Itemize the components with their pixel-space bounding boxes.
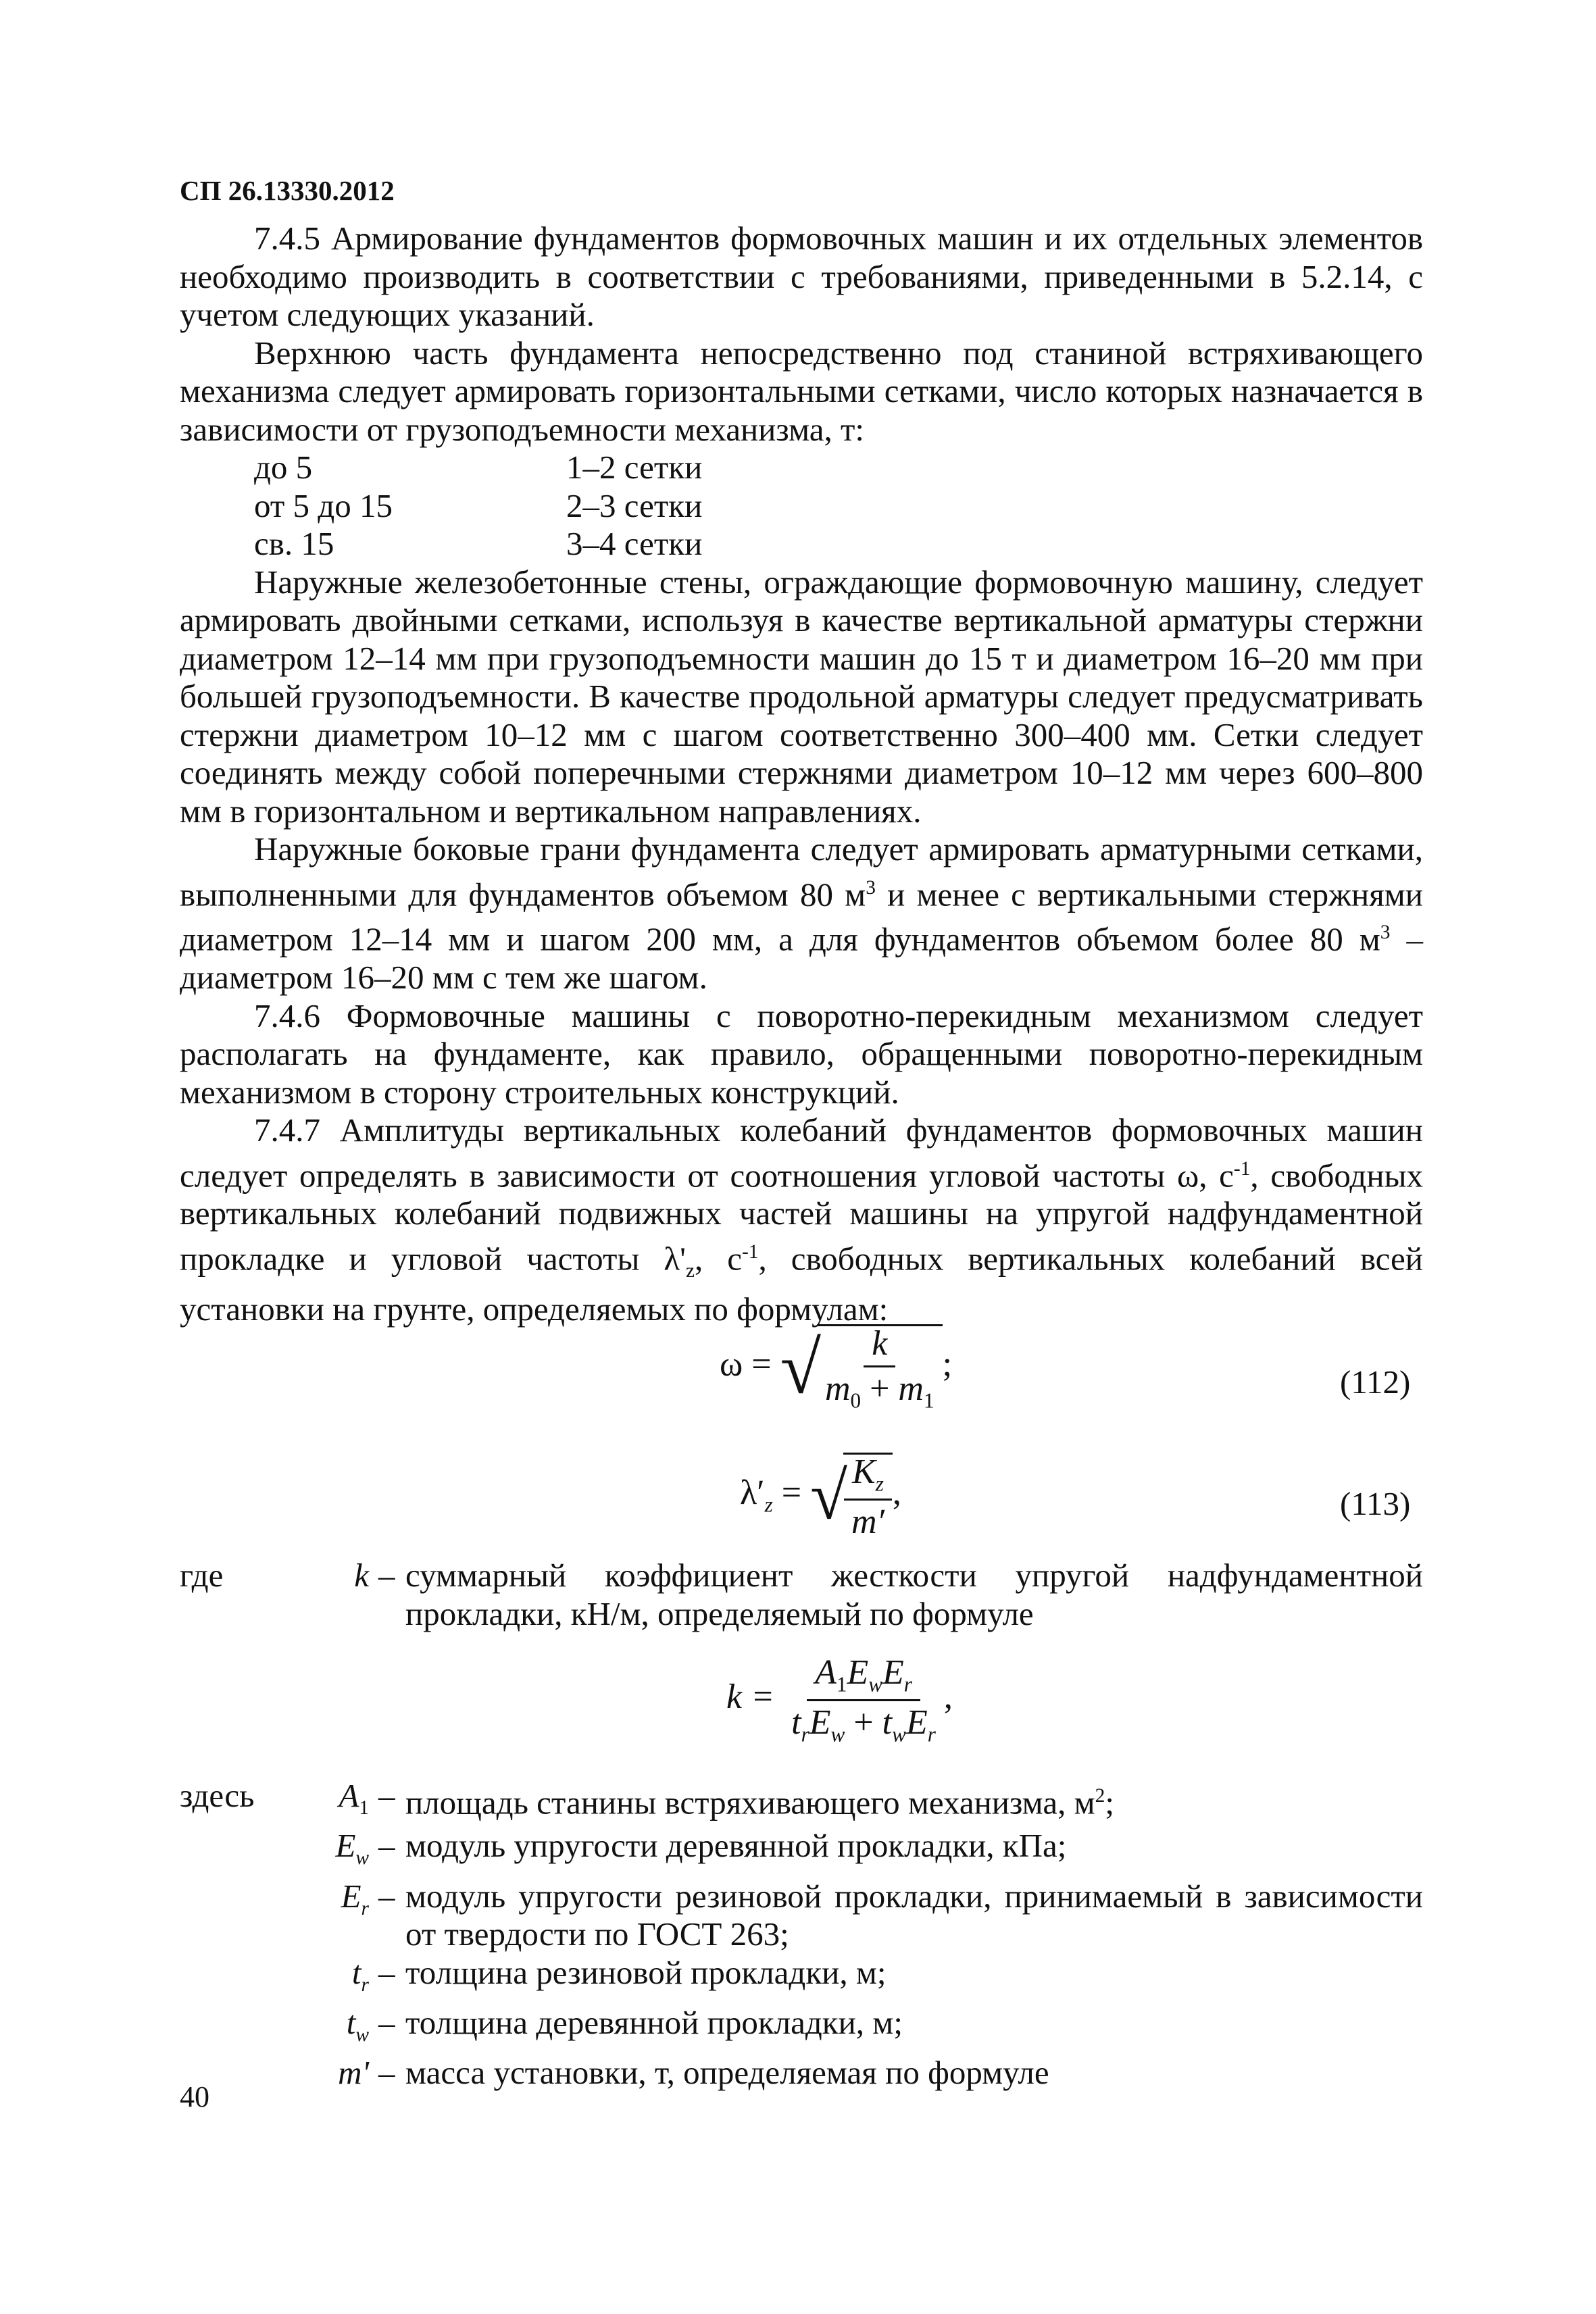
symbol: z <box>764 1492 773 1517</box>
symbol: w <box>892 1721 906 1746</box>
subscript <box>892 1722 906 1746</box>
definition-row <box>180 1777 1423 1827</box>
formula-tail: , <box>892 1474 901 1513</box>
symbol: w <box>868 1672 883 1696</box>
spacer <box>180 1954 295 2004</box>
subscript: r <box>361 1897 369 1919</box>
equation-number-113: (113) <box>1340 1485 1411 1522</box>
definition-row <box>180 1878 1423 1954</box>
main-text <box>180 220 1423 1328</box>
spacer <box>180 1878 295 1954</box>
paragraph-upper-part: Верхнюю часть фундамента непосредственно под станиной встряхивающего механизма следует армировать горизонтальными сетками, число которых назначается в зависимости от грузоподъемности механизма, т: <box>180 334 1423 448</box>
superscript: 3 <box>1380 922 1391 944</box>
superscript: -1 <box>742 1240 759 1263</box>
definition-text: толщина деревянной прокладки, м; <box>405 2003 903 2041</box>
symbol: E <box>809 1703 831 1742</box>
subscript <box>765 1493 773 1517</box>
definition-row <box>180 2054 1423 2092</box>
fraction <box>783 1655 944 1744</box>
definition-symbol <box>295 2054 378 2092</box>
symbol: m <box>824 1369 851 1408</box>
definition-text: толщина резиновой прокладки, м; <box>405 1953 887 1991</box>
list-item-value: 1–2 сетки <box>566 449 703 486</box>
subscript: 0 <box>850 1388 862 1413</box>
formula-113 <box>740 1453 901 1540</box>
definition-text: масса установки, т, определяемая по формуле <box>405 2054 1049 2092</box>
symbol: E <box>341 1877 361 1915</box>
definition-row <box>180 1954 1423 2004</box>
fraction <box>843 1453 893 1540</box>
fraction <box>817 1324 943 1411</box>
superscript: 2 <box>1095 1785 1105 1807</box>
subscript: 1 <box>359 1796 369 1819</box>
text-run: 7.4.7 Амплитуды вертикальных колебаний фундаментов формовочных машин следует определять в зависимости от соотношения угловой частоты ω, с <box>180 1111 1423 1194</box>
symbol: λ <box>740 1474 757 1513</box>
definition-symbol <box>295 1827 378 1877</box>
paragraph-side-faces <box>180 830 1423 997</box>
definition-text: модуль упругости резиновой прокладки, принимаемый в зависимости от твердости по ГОСТ 263; <box>405 1877 1423 1953</box>
symbol: r <box>903 1672 912 1696</box>
symbol: E <box>882 1653 904 1692</box>
symbol: m′ <box>851 1502 884 1541</box>
text-run: – диаметром 16–20 мм с тем же шагом. <box>180 920 1423 997</box>
list-item-range: до 5 <box>254 449 313 486</box>
symbol: A <box>815 1653 837 1692</box>
list-item <box>180 525 1423 563</box>
definitions-block <box>180 1777 1423 2092</box>
subscript: 1 <box>923 1388 934 1413</box>
subscript <box>831 1722 845 1746</box>
operator: + <box>845 1703 882 1742</box>
here-label: здесь <box>180 1777 255 1814</box>
symbol: A <box>339 1777 359 1814</box>
subscript <box>876 1472 884 1495</box>
list-item-range: св. 15 <box>254 525 334 562</box>
operator: + <box>861 1369 899 1408</box>
definition-symbol <box>295 2004 378 2054</box>
formula-lhs: k = <box>726 1678 775 1717</box>
symbol: z <box>875 1472 884 1496</box>
symbol: t <box>791 1703 801 1742</box>
subscript: w <box>355 2023 369 2046</box>
document-code: СП 26.13330.2012 <box>180 175 395 206</box>
symbol: t <box>882 1703 893 1742</box>
definition-dash: – <box>378 1777 395 1814</box>
definition-dash: – <box>378 1827 395 1865</box>
subscript <box>868 1672 882 1696</box>
symbol: r <box>801 1721 809 1746</box>
paragraph-7-4-5: 7.4.5 Армирование фундаментов формовочных машин и их отдельных элементов необходимо производить в соответствии с требованиями, приведенными в 5.2.14, с учетом следующих указаний. <box>180 220 1423 333</box>
text-run: , свободных вертикальных колебаний подвижных частей машины на упругой надфундаментной прокладке и угловой частоты λ' <box>180 1156 1423 1278</box>
numerator <box>844 1455 892 1501</box>
page-number: 40 <box>180 2080 209 2113</box>
text-run: Наружные боковые грани фундамента следует армировать арматурными сетками, выполненными для фундаментов объемом 80 м <box>180 830 1423 913</box>
text-run: , с <box>695 1240 742 1278</box>
superscript: 3 <box>866 876 876 899</box>
paragraph-7-4-6: 7.4.6 Формовочные машины с поворотно-перекидным механизмом следует располагать на фундаменте, как правило, обращенными поворотно-перекидным механизмом в сторону строительных конструкций. <box>180 997 1423 1111</box>
where-block <box>180 1557 1423 1633</box>
definition-row <box>180 1557 1423 1633</box>
formula-lhs: ω = <box>720 1345 772 1384</box>
spacer <box>180 2004 295 2054</box>
definition-dash: – <box>378 1953 395 1991</box>
text-run: , свободных вертикальных колебаний всей установки на грунте, определяемых по формулам: <box>180 1240 1423 1328</box>
formula-eq: = <box>772 1474 802 1513</box>
definition-text: модуль упругости деревянной прокладки, кПа; <box>405 1827 1067 1865</box>
subscript: 1 <box>836 1672 847 1696</box>
denominator <box>817 1367 943 1411</box>
list-item-value: 3–4 сетки <box>566 525 703 562</box>
numerator <box>807 1655 920 1701</box>
symbol: K <box>852 1453 876 1491</box>
definition-dash: – <box>378 1877 395 1915</box>
symbol: E <box>335 1827 356 1865</box>
symbol: E <box>905 1703 928 1742</box>
where-label: где <box>180 1557 224 1594</box>
definition-text <box>405 1777 1423 1827</box>
mesh-count-list <box>180 449 1423 563</box>
subscript: z <box>685 1260 695 1282</box>
definition-symbol <box>295 1878 378 1954</box>
subscript <box>904 1672 912 1696</box>
symbol: t <box>346 2003 356 2041</box>
subscript <box>801 1722 809 1746</box>
symbol: E <box>847 1653 869 1692</box>
formula-tail: , <box>943 1678 953 1717</box>
definition-symbol <box>295 1777 378 1827</box>
subscript: r <box>361 1973 369 1996</box>
definition-symbol: k <box>354 1557 369 1594</box>
numerator <box>864 1326 895 1367</box>
text-run: ; <box>1105 1784 1114 1821</box>
superscript: -1 <box>1233 1157 1251 1180</box>
symbol: m' <box>338 2054 369 2092</box>
equation-number-112: (112) <box>1340 1363 1411 1401</box>
prime: ′ <box>757 1474 765 1513</box>
list-item <box>180 449 1423 487</box>
symbol: t <box>351 1953 361 1991</box>
formula-112 <box>720 1324 952 1411</box>
subscript: w <box>355 1847 369 1869</box>
paragraph-outer-walls: Наружные железобетонные стены, ограждающие формовочную машину, следует армировать двойными сетками, используя в качестве вертикальной арматуры стержни диаметром 12–14 мм при грузоподъемности машин до 15 т и диаметром 16–20 мм при большей грузоподъемности. В качестве продольной арматуры следует предусматривать стержни диаметром 10–12 мм с шагом соответственно 300–400 мм. Сетки следует соединять между собой поперечными стержнями диаметром 10–12 мм через 600–800 мм в горизонтальном и вертикальном направлениях. <box>180 563 1423 830</box>
formula-tail: ; <box>942 1345 953 1384</box>
subscript <box>928 1722 936 1746</box>
definition-text: суммарный коэффициент жесткости упругой надфундаментной прокладки, кН/м, определяемый по формуле <box>405 1557 1423 1632</box>
text-run: и менее с вертикальными стержнями диаметром 12–14 мм и шагом 200 мм, а для фундаментов объемом более 80 м <box>180 875 1423 958</box>
definition-dash: – <box>378 2003 395 2041</box>
symbol: w <box>830 1721 845 1746</box>
definition-dash: – <box>378 1557 395 1594</box>
list-item-value: 2–3 сетки <box>566 486 703 524</box>
definition-row <box>180 1827 1423 1877</box>
definition-row <box>180 2004 1423 2054</box>
list-item-range: от 5 до 15 <box>254 486 393 524</box>
definition-symbol <box>295 1954 378 2004</box>
symbol: r <box>927 1721 936 1746</box>
symbol: k <box>872 1324 888 1363</box>
sqrt-sign: √ <box>780 1326 821 1409</box>
paragraph-7-4-7 <box>180 1111 1423 1328</box>
denominator <box>783 1701 944 1745</box>
formula-k <box>726 1655 953 1744</box>
symbol: m <box>898 1369 924 1408</box>
text-run: площадь станины встряхивающего механизма, м <box>405 1784 1095 1821</box>
denominator <box>843 1501 893 1540</box>
list-item <box>180 487 1423 526</box>
definition-dash: – <box>378 2054 395 2092</box>
sqrt-sign: √ <box>810 1458 847 1534</box>
spacer <box>180 1827 295 1877</box>
